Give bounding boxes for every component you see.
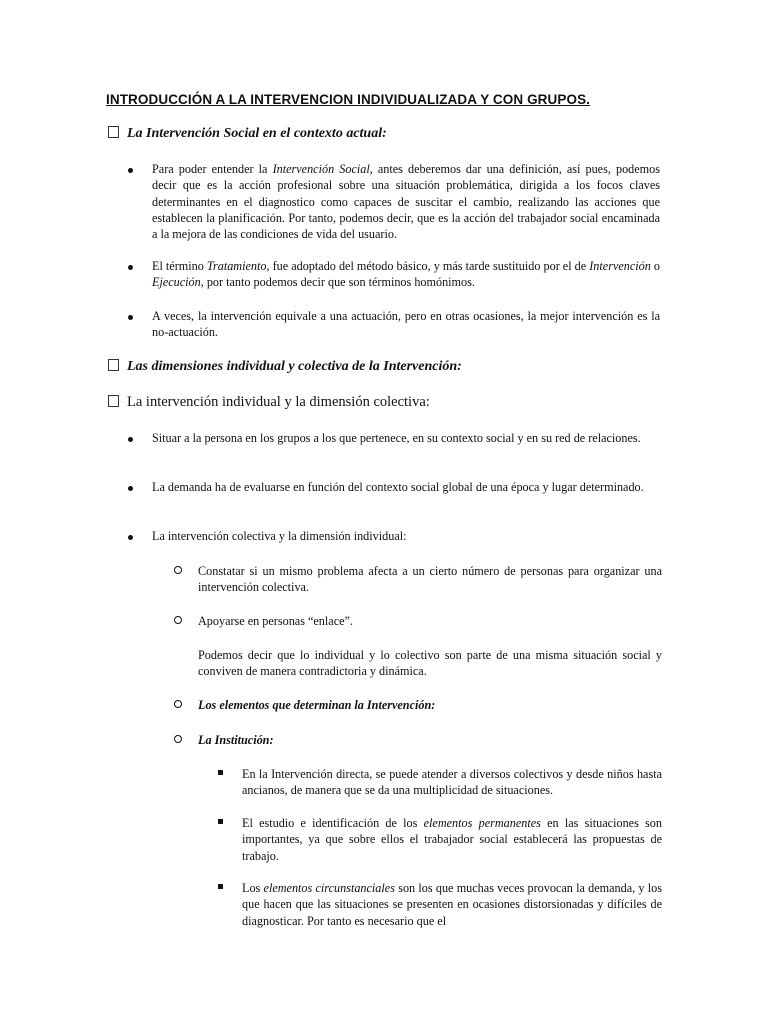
sub-list-item: Constatar si un mismo problema afecta a un cierto número de personas para organizar una intervención colectiva. <box>198 564 662 595</box>
section-heading-dimensiones: Las dimensiones individual y colectiva de la Intervención: <box>108 359 462 375</box>
sub-sub-list-item: En la Intervención directa, se puede atender a diversos colectivos y desde niños hasta ancianos, de manera que se da una multiplicidad de situaciones. <box>242 767 662 798</box>
checkbox-bullet-icon <box>108 359 119 371</box>
section-heading-intervencion-social: La Intervención Social en el contexto actual: <box>108 126 387 142</box>
bullet-dot-icon <box>128 260 133 276</box>
section-heading-intervencion-individual: La intervención individual y la dimensión colectiva: <box>108 394 430 411</box>
bullet-circle-icon <box>174 733 182 749</box>
bullet-dot-icon <box>128 432 133 448</box>
list-item: La intervención colectiva y la dimensión individual: <box>152 529 407 543</box>
bullet-dot-icon <box>128 530 133 546</box>
checkbox-bullet-icon <box>108 395 119 407</box>
checkbox-bullet-icon <box>108 126 119 138</box>
bullet-circle-icon <box>174 614 182 630</box>
bullet-dot-icon <box>128 481 133 497</box>
bullet-square-icon <box>218 816 223 832</box>
bullet-circle-icon <box>174 698 182 714</box>
list-item: Situar a la persona en los grupos a los que pertenece, en su contexto social y en su red de relaciones. <box>152 431 641 445</box>
list-item: La demanda ha de evaluarse en función del contexto social global de una época y lugar determinado. <box>152 480 644 494</box>
bullet-square-icon <box>218 881 223 897</box>
paragraph: Podemos decir que lo individual y lo colectivo son parte de una misma situación social y conviven de manera contradictoria y dinámica. <box>198 648 662 679</box>
list-item: A veces, la intervención equivale a una actuación, pero en otras ocasiones, la mejor intervención es la no-actuación. <box>152 309 660 340</box>
sub-list-item: Los elementos que determinan la Intervención: <box>198 698 436 712</box>
sub-sub-list-item: El estudio e identificación de los elementos permanentes en las situaciones son importantes, ya que sobre ellos el trabajador social establecerá las propuestas de trabajo. <box>242 816 662 863</box>
list-item: El término Tratamiento, fue adoptado del método básico, y más tarde sustituido por el de Intervención o Ejecución, por tanto podemos decir que son términos homónimos. <box>152 259 661 290</box>
sub-list-item: Apoyarse en personas “enlace”. <box>198 614 353 628</box>
bullet-dot-icon <box>128 163 133 179</box>
bullet-square-icon <box>218 767 223 783</box>
list-item: Para poder entender la Intervención Social, antes deberemos dar una definición, así pues, podemos decir que es la acción profesional sobre una situación problemática, dirigida a los focos claves determinantes en el diagnostico como capaces de suscitar el cambio, realizando las acciones que establecen la planificación. Por tanto, podemos decir, que es la acción del trabajador social encaminada a la mejora de las condiciones de vida del usuario. <box>152 162 660 242</box>
document-title: INTRODUCCIÓN A LA INTERVENCION INDIVIDUALIZADA Y CON GRUPOS. <box>106 92 591 107</box>
bullet-dot-icon <box>128 310 133 326</box>
sub-list-item: La Institución: <box>198 733 274 747</box>
bullet-circle-icon <box>174 564 182 580</box>
sub-sub-list-item: Los elementos circunstanciales son los que muchas veces provocan la demanda, y los que hacen que las situaciones se presenten en ocasiones distorsionadas y difíciles de diagnosticar. Por tanto es necesario que el <box>242 881 662 928</box>
